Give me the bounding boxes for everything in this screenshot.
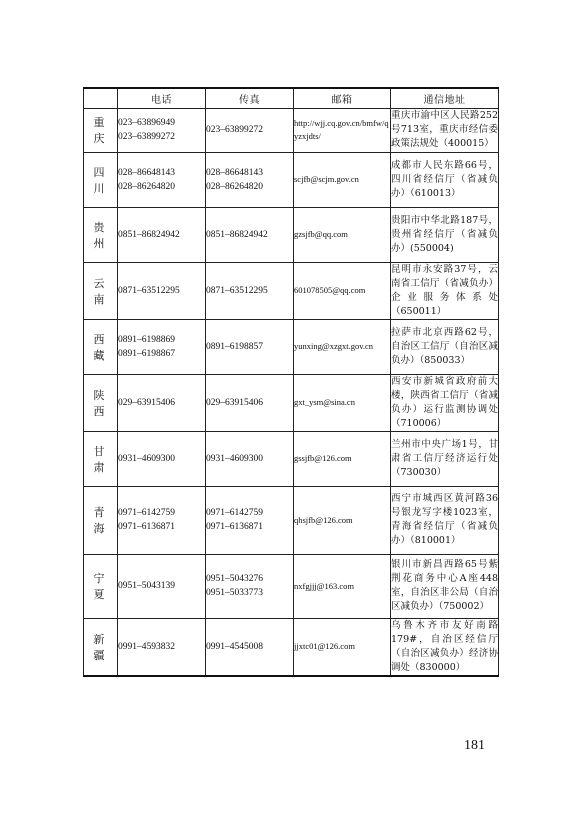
table-row [84, 319, 499, 374]
fax-cell [206, 618, 294, 676]
header-region [84, 88, 118, 108]
contact-table [83, 87, 499, 677]
table-row [84, 618, 499, 676]
fax-number: 0971–6136871 [206, 522, 263, 532]
phone-number: 023–63896949 [118, 118, 175, 128]
table-row [84, 152, 499, 207]
table-row [84, 108, 499, 152]
address-cell: 拉萨市北京西路62号，自治区工信厅（自治区减负办）（850033） [391, 319, 499, 374]
table-row [84, 207, 499, 262]
address-cell: 重庆市渝中区人民路252号713室，重庆市经信委政策法规处（400015） [391, 108, 499, 152]
fax-number: 029–63915406 [206, 397, 263, 408]
table-row [84, 431, 499, 486]
region-cell: 重 庆 [84, 108, 118, 152]
region-cell: 甘 肃 [84, 431, 118, 486]
header-address: 通信地址 [391, 88, 499, 108]
region-cell: 陕 西 [84, 374, 118, 431]
fax-cell [206, 152, 294, 207]
address-cell: 乌鲁木齐市友好南路179#，自治区经信厅（自治区减负办）经济协调处（830000） [391, 618, 499, 676]
region-cell: 云 南 [84, 262, 118, 319]
fax-cell [206, 262, 294, 319]
phone-number: 0991–4593832 [118, 641, 175, 652]
phone-number: 0851–86824942 [118, 229, 180, 240]
phone-cell [118, 207, 206, 262]
email-cell: qhsjfb@126.com [294, 486, 391, 554]
header-email: 邮箱 [294, 88, 391, 108]
table-row [84, 486, 499, 554]
address-cell: 成都市人民东路66号，四川省经信厅（省减负办）（610013） [391, 152, 499, 207]
fax-cell [206, 108, 294, 152]
fax-cell [206, 207, 294, 262]
fax-cell [206, 319, 294, 374]
fax-number: 0971–6142759 [206, 508, 263, 518]
header-row [84, 88, 499, 108]
address-cell: 西安市新城省政府前大楼，陕西省工信厅（省减负办）运行监测协调处（710006） [391, 374, 499, 431]
address-cell: 西宁市城西区黄河路36号银龙写字楼1023室，青海省经信厅（省减负办）（810001） [391, 486, 499, 554]
email-cell: scjfb@scjm.gov.cn [294, 152, 391, 207]
email-cell: yunxing@xzgxt.gov.cn [294, 319, 391, 374]
email-cell: gxt_ysm@sina.cn [294, 374, 391, 431]
fax-cell [206, 486, 294, 554]
header-fax: 传真 [206, 88, 294, 108]
fax-number: 023–63899272 [206, 125, 263, 135]
fax-number: 0871–63512295 [206, 285, 268, 296]
phone-number: 028–86264820 [118, 181, 175, 192]
phone-cell [118, 431, 206, 486]
region-cell: 新 疆 [84, 618, 118, 676]
header-phone: 电话 [118, 88, 206, 108]
fax-number: 028–86264820 [206, 181, 263, 192]
phone-cell [118, 152, 206, 207]
region-cell: 贵 州 [84, 207, 118, 262]
table-row [84, 554, 499, 618]
phone-number: 0871–63512295 [118, 285, 180, 296]
phone-number: 028–86648143 [118, 167, 175, 178]
phone-number: 0971–6142759 [118, 508, 175, 518]
email-cell: gssjfb@126.com [294, 431, 391, 486]
phone-cell [118, 262, 206, 319]
fax-cell [206, 374, 294, 431]
email-cell: 601078505@qq.com [294, 262, 391, 319]
email-cell: http://wjj.cq.gov.cn/bmfw/qyzxjdts/ [294, 108, 391, 152]
email-cell: nxfgjjj@163.com [294, 554, 391, 618]
fax-cell [206, 431, 294, 486]
phone-cell [118, 108, 206, 152]
fax-number: 0931–4609300 [206, 453, 263, 464]
address-cell: 贵阳市中华北路187号，贵州省经信厅（省减负办）(550004) [391, 207, 499, 262]
region-cell: 宁 夏 [84, 554, 118, 618]
fax-number: 0851–86824942 [206, 229, 268, 240]
phone-number: 0891–6198867 [118, 348, 175, 359]
fax-number: 0991–4545008 [206, 641, 263, 652]
phone-number: 0951–5043139 [118, 581, 175, 591]
phone-cell [118, 554, 206, 618]
region-cell: 四 川 [84, 152, 118, 207]
phone-number: 029–63915406 [118, 397, 175, 408]
fax-number: 0891–6198857 [206, 341, 263, 352]
table-row [84, 262, 499, 319]
fax-number: 0951–5043276 [206, 574, 263, 584]
phone-number: 0931–4609300 [118, 453, 175, 464]
fax-number: 028–86648143 [206, 167, 263, 178]
phone-number: 0971–6136871 [118, 522, 175, 532]
address-cell: 昆明市永安路37号，云南省工信厅（省减负办）企业服务体系处（650011） [391, 262, 499, 319]
region-cell: 青 海 [84, 486, 118, 554]
fax-number: 0951–5033773 [206, 588, 263, 598]
phone-number: 023–63899272 [118, 132, 175, 142]
phone-cell [118, 618, 206, 676]
address-cell: 银川市新昌西路65号紫荆花商务中心A座448室，自治区非公局（自治区减负办）（750002） [391, 554, 499, 618]
phone-cell [118, 374, 206, 431]
email-cell: jjxtc01@126.com [294, 618, 391, 676]
email-cell: gzsjfb@qq.com [294, 207, 391, 262]
page-number: 181 [464, 738, 485, 753]
phone-cell [118, 319, 206, 374]
region-cell: 西 藏 [84, 319, 118, 374]
fax-cell [206, 554, 294, 618]
address-cell: 兰州市中央广场1号，甘肃省工信厅经济运行处（730030） [391, 431, 499, 486]
phone-number: 0891–6198869 [118, 334, 175, 345]
phone-cell [118, 486, 206, 554]
table-row [84, 374, 499, 431]
